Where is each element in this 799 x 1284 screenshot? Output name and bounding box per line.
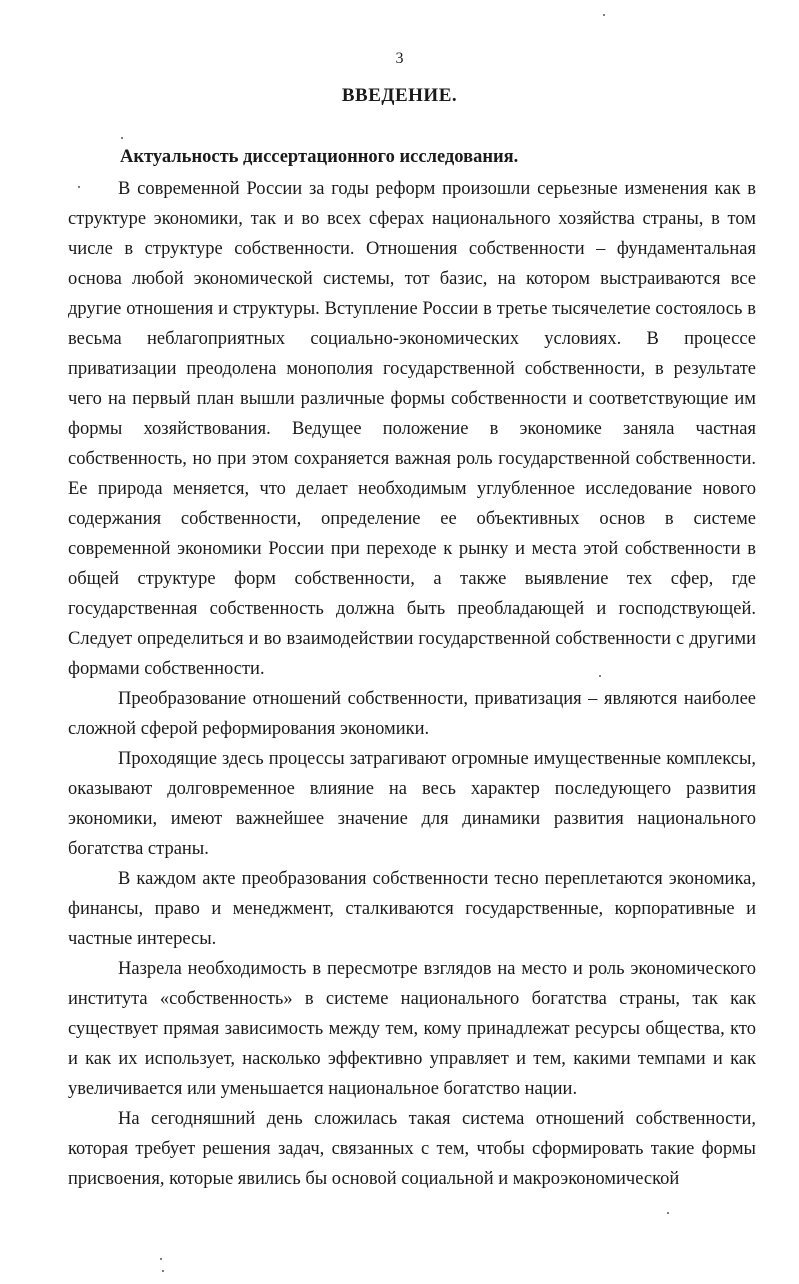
scan-speck (78, 186, 80, 188)
scan-speck (667, 1212, 669, 1214)
page-number: 3 (395, 50, 404, 67)
scan-speck (603, 14, 605, 16)
paragraph: В каждом акте преобразования собственности тесно переплетаются экономика, финансы, право и менеджмент, сталкиваются государственные, корпоративные и частные интересы. (68, 869, 756, 949)
scan-speck (121, 137, 123, 139)
paragraph: Назрела необходимость в пересмотре взглядов на место и роль экономического института «собственность» в системе национального богатства страны, так как существует прямая зависимость между тем, кому принадлежат ресурсы общества, кто и как их использует, насколько эффективно управляет и тем, какими темпами и как увеличивается или уменьшается национальное богатство нации. (68, 959, 756, 1099)
body-text (68, 174, 756, 1194)
page-title: ВВЕДЕНИЕ. (341, 85, 458, 106)
scan-speck (162, 1270, 164, 1272)
paragraph: В современной России за годы реформ произошли серьезные изменения как в структуре экономики, так и во всех сферах национального хозяйства страны, в том числе в структуре собственности. Отношения собственности – фундаментальная основа любой экономической системы, тот базис, на котором выстраиваются все другие отношения и структуры. Вступление России в третье тысячелетие состоялось в весьма неблагоприятных социально-экономических условиях. В процессе приватизации преодолена монополия государственной собственности, в результате чего на первый план вышли различные формы собственности и соответствующие им формы хозяйствования. Ведущее положение в экономике заняла частная собственность, но при этом сохраняется важная роль государственной собственности. Ее природа меняется, что делает необходимым углубленное исследование нового содержания собственности, определение ее объективных основ в системе современной экономики России при переходе к рынку и места этой собственности в общей структуре форм собственности, а также выявление тех сфер, где государственная собственность должна быть преобладающей и господствующей. Следует определиться и во взаимодействии государственной собственности с другими формами собственности. (68, 179, 756, 679)
paragraph: На сегодняшний день сложилась такая система отношений собственности, которая требует решения задач, связанных с тем, чтобы сформировать такие формы присвоения, которые явились бы основой социальной и макроэкономической (68, 1109, 756, 1189)
section-heading: Актуальность диссертационного исследования. (120, 147, 519, 167)
paragraph: Проходящие здесь процессы затрагивают огромные имущественные комплексы, оказывают долговременное влияние на весь характер последующего развития экономики, имеют важнейшее значение для динамики развития национального богатства страны. (68, 749, 756, 859)
scan-speck (599, 675, 601, 677)
paragraph: Преобразование отношений собственности, приватизация – являются наиболее сложной сферой реформирования экономики. (68, 689, 756, 739)
scan-speck (160, 1258, 162, 1260)
